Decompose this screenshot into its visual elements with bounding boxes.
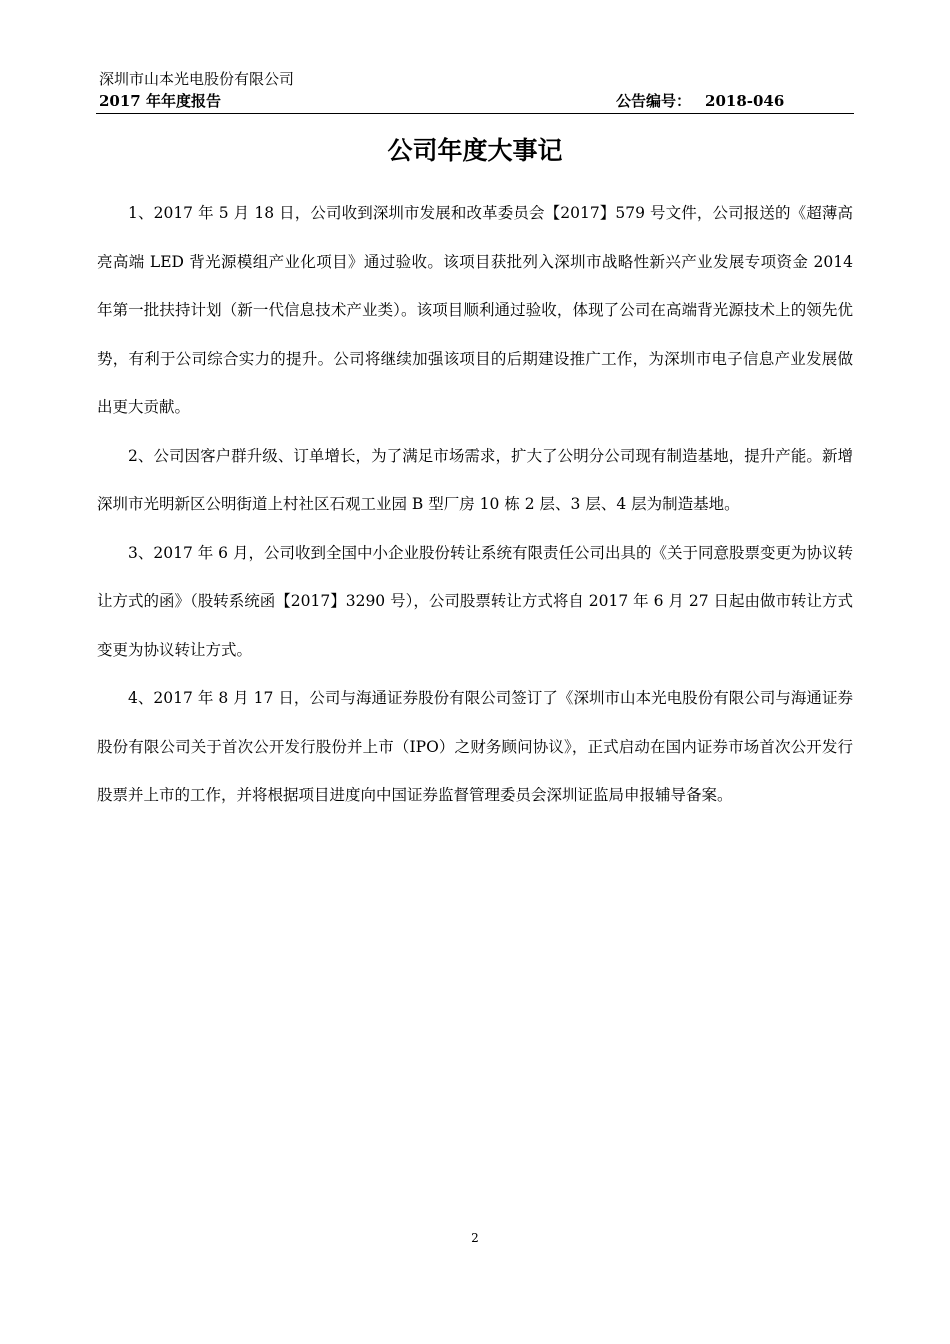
page-number: 2 xyxy=(471,1231,479,1245)
header-notice-number xyxy=(616,90,784,112)
header-divider xyxy=(96,113,854,114)
event-paragraph-2: 2、公司因客户群升级、订单增长，为了满足市场需求，扩大了公明分公司现有制造基地，提升产能。新增深圳市光明新区公明街道上村社区石观工业园 B 型厂房 10 栋 2 层、3 层、4 层为制造基地。 xyxy=(97,446,853,513)
event-paragraph-4: 4、2017 年 8 月 17 日，公司与海通证券股份有限公司签订了《深圳市山本光电股份有限公司与海通证券股份有限公司关于首次公开发行股份并上市（IPO）之财务顾问协议》，正式启动在国内证券市场首次公开发行股票并上市的工作，并将根据项目进度向中国证券监督管理委员会深圳证监局申报辅导备案。 xyxy=(97,689,853,804)
header-company-name: 深圳市山本光电股份有限公司 xyxy=(99,70,295,88)
notice-number: 2018-046 xyxy=(705,92,785,110)
page-title: 公司年度大事记 xyxy=(387,136,563,165)
header-report-title: 2017 年年度报告 xyxy=(99,92,221,110)
events-content xyxy=(97,189,853,820)
event-paragraph-3: 3、2017 年 6 月，公司收到全国中小企业股份转让系统有限责任公司出具的《关于同意股票变更为协议转让方式的函》（股转系统函【2017】3290 号），公司股票转让方式将自 2017 年 6 月 27 日起由做市转让方式变更为协议转让方式。 xyxy=(97,543,853,659)
notice-label: 公告编号： xyxy=(616,92,692,110)
event-paragraph-1: 1、2017 年 5 月 18 日，公司收到深圳市发展和改革委员会【2017】579 号文件，公司报送的《超薄高亮高端 LED 背光源模组产业化项目》通过验收。该项目获批列入深圳市战略性新兴产业发展专项资金 2014 年第一批扶持计划（新一代信息技术产业类）。该项目顺利通过验收，体现了公司在高端背光源技术上的领先优势，有利于公司综合实力的提升。公司将继续加强该项目的后期建设推广工作，为深圳市电子信息产业发展做出更大贡献。 xyxy=(97,204,853,416)
